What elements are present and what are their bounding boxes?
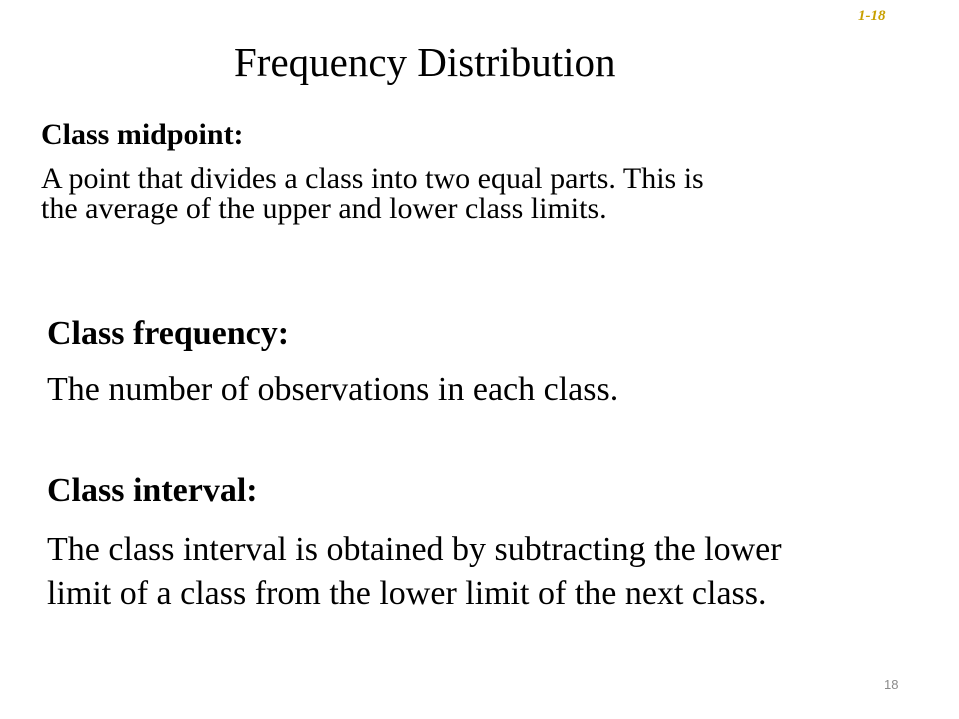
term-class-midpoint: Class midpoint: (41, 118, 244, 151)
definition-line: The number of observations in each class. (47, 371, 619, 408)
term-class-interval: Class interval: (47, 472, 258, 509)
definition-class-midpoint (41, 164, 704, 224)
definition-line: A point that divides a class into two equal parts. This is (41, 162, 704, 195)
term-class-frequency: Class frequency: (47, 315, 290, 352)
slide-code: 1-18 (858, 8, 886, 24)
definition-class-interval (47, 528, 782, 616)
definition-line: The class interval is obtained by subtracting the lower (47, 531, 782, 568)
slide-title: Frequency Distribution (234, 39, 616, 85)
definition-line: limit of a class from the lower limit of the next class. (47, 575, 767, 612)
definition-class-frequency (47, 368, 618, 412)
page-number: 18 (884, 677, 899, 692)
definition-line: the average of the upper and lower class limits. (41, 192, 607, 225)
